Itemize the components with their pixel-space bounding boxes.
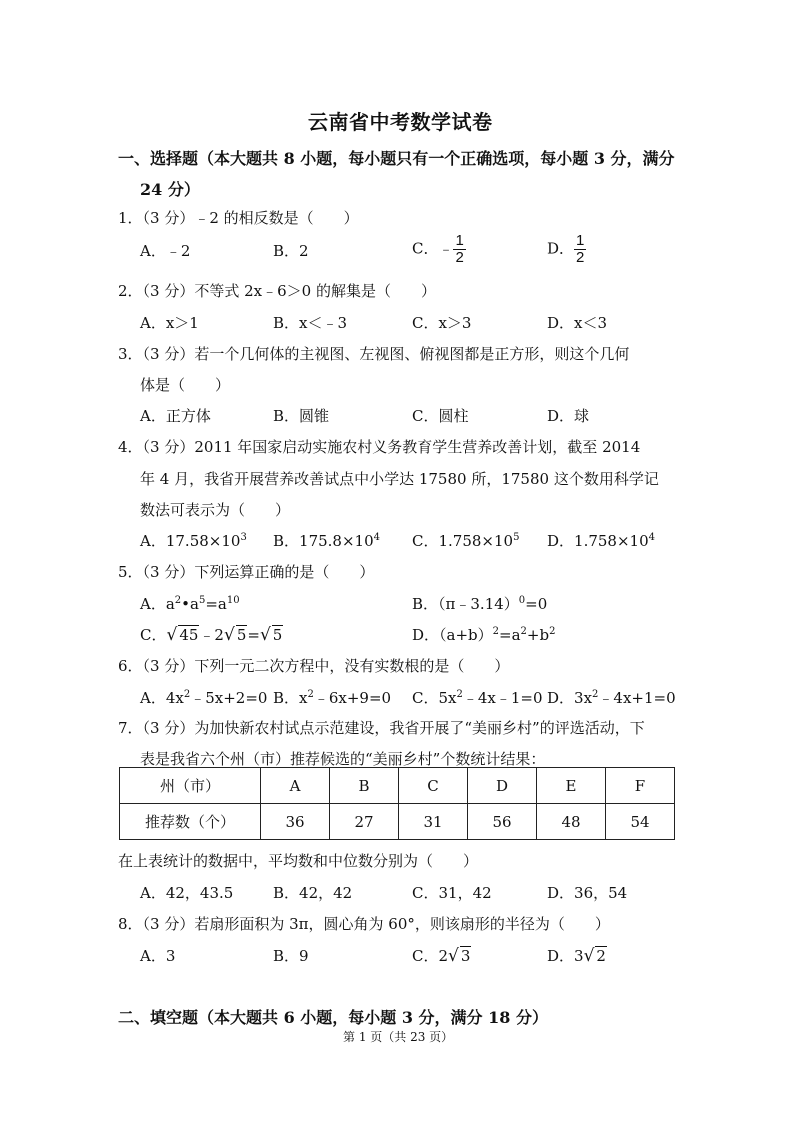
sqrt-icon: √ [223, 625, 235, 645]
table-cell: 推荐数（个） [120, 804, 261, 840]
table-header-cell: A [261, 768, 330, 804]
option-d-prefix: D． [547, 239, 575, 258]
question-3-option-c: C．圆柱 [412, 407, 469, 425]
question-4-stem-cont: 年 4 月，我省开展营养改善试点中小学达 17580 所，17580 这个数用科学记 [140, 470, 659, 488]
question-4-stem: 4．（3 分）2011 年国家启动实施农村义务教育学生营养改善计划，截至 2014 [118, 438, 641, 456]
table-header-cell: E [537, 768, 606, 804]
table-header-cell: C [399, 768, 468, 804]
question-3-option-d: D．球 [547, 407, 590, 425]
question-4-option-a: A．$17.58\times 10^3$ [140, 532, 247, 550]
sqrt-icon: √ [259, 625, 271, 645]
question-4-stem-cont2: 数法可表示为（ ） [140, 501, 291, 519]
question-1-stem: 1．（3 分）﹣2 的相反数是（ ） [118, 209, 359, 227]
question-1-option-c [412, 233, 466, 266]
question-4-option-d: D．$1.758\times 10^4$ [547, 532, 655, 550]
question-6-option-d: D．$3x^2﹣4x+1=0$ [547, 689, 676, 707]
question-1-option-b: B．2 [273, 242, 309, 260]
sqrt-icon: √ [166, 625, 178, 645]
question-3-stem: 3．（3 分）若一个几何体的主视图、左视图、俯视图都是正方形，则这个几何 [118, 345, 630, 363]
question-6-option-a: A．$4x^2﹣5x+2=0$ [140, 689, 268, 707]
question-5-option-d: D．$(a+b)^2=a^2+b^2$ [412, 626, 556, 644]
question-3-stem-cont: 体是（ ） [140, 376, 231, 394]
question-7-stem-cont: 表是我省六个州（市）推荐候选的“美丽乡村”个数统计结果： [140, 750, 546, 768]
question-3-option-b: B．圆锥 [273, 407, 330, 425]
question-6-stem: 6．（3 分）下列一元二次方程中，没有实数根的是（ ） [118, 657, 510, 675]
table-header-cell: D [468, 768, 537, 804]
table-cell: 54 [606, 804, 675, 840]
table-header-cell: 州（市） [120, 768, 261, 804]
question-2-option-d: D．x＜3 [547, 314, 608, 332]
table-cell: 36 [261, 804, 330, 840]
section1-heading: 一、选择题（本大题共 8 小题，每小题只有一个正确选项，每小题 3 分，满分 [118, 149, 675, 168]
table-header-cell: B [330, 768, 399, 804]
table-cell: 31 [399, 804, 468, 840]
question-7-option-b: B．42，42 [273, 884, 353, 902]
question-5-stem: 5．（3 分）下列运算正确的是（ ） [118, 563, 375, 581]
sqrt-icon: √ [448, 946, 459, 966]
question-1-option-d [547, 233, 586, 266]
table-row [120, 768, 675, 804]
question-7-stem: 7．（3 分）为加快新农村试点示范建设，我省开展了“美丽乡村”的评选活动，下 [118, 719, 645, 737]
question-7-option-c: C．31，42 [412, 884, 492, 902]
question-7-followup: 在上表统计的数据中，平均数和中位数分别为（ ） [118, 852, 479, 870]
section2-heading: 二、填空题（本大题共 6 小题，每小题 3 分，满分 18 分） [118, 1008, 548, 1027]
page-footer: 第 1 页（共 23 页） [343, 1030, 454, 1044]
question-2-option-a: A．x＞1 [140, 314, 199, 332]
question-2-option-b: B．x＜﹣3 [273, 314, 348, 332]
question-8-stem: 8．（3 分）若扇形面积为 3π，圆心角为 60°，则该扇形的半径为（ ） [118, 915, 610, 933]
question-4-option-b: B．$175.8\times 10^4$ [273, 532, 380, 550]
section1-heading-cont: 24 分） [140, 180, 200, 199]
question-2-option-c: C．x＞3 [412, 314, 472, 332]
statistics-table [119, 767, 675, 840]
question-8-option-a: A．3 [140, 947, 176, 965]
sqrt-icon: √ [583, 946, 595, 966]
question-7-option-a: A．42，43.5 [140, 884, 234, 902]
fraction: $\frac{1}{2}$ [455, 232, 464, 266]
question-5-option-a: A．$a^2•a^5=a^{10}$ [140, 595, 240, 613]
question-7-option-d: D．36，54 [547, 884, 628, 902]
question-6-option-c: C．$5x^2﹣4x﹣1=0$ [412, 689, 543, 707]
question-8-option-c: C．2√ 3 [412, 946, 471, 966]
table-header-cell: F [606, 768, 675, 804]
table-cell: 48 [537, 804, 606, 840]
question-2-stem: 2．（3 分）不等式 2x﹣6＞0 的解集是（ ） [118, 282, 436, 300]
fraction: $\frac{1}{2}$ [576, 232, 585, 266]
question-4-option-c: C．$1.758\times 10^5$ [412, 532, 520, 550]
question-5-option-b: B．（π﹣3.14）$^0$=0 [412, 595, 548, 613]
table-row [120, 804, 675, 840]
question-8-option-b: B．9 [273, 947, 309, 965]
question-5-option-c: C．√ 45﹣2√ 5=√ 5 [140, 625, 283, 645]
table-cell: 56 [468, 804, 537, 840]
question-1-option-a: A．﹣2 [140, 242, 191, 260]
question-6-option-b: B．$x^2﹣6x+9=0$ [273, 689, 392, 707]
page-title: 云南省中考数学试卷 [308, 110, 493, 134]
table-cell: 27 [330, 804, 399, 840]
question-8-option-d: D．3√ 2 [547, 946, 606, 966]
question-3-option-a: A．正方体 [140, 407, 211, 425]
option-c-prefix: C．﹣ [412, 239, 454, 258]
